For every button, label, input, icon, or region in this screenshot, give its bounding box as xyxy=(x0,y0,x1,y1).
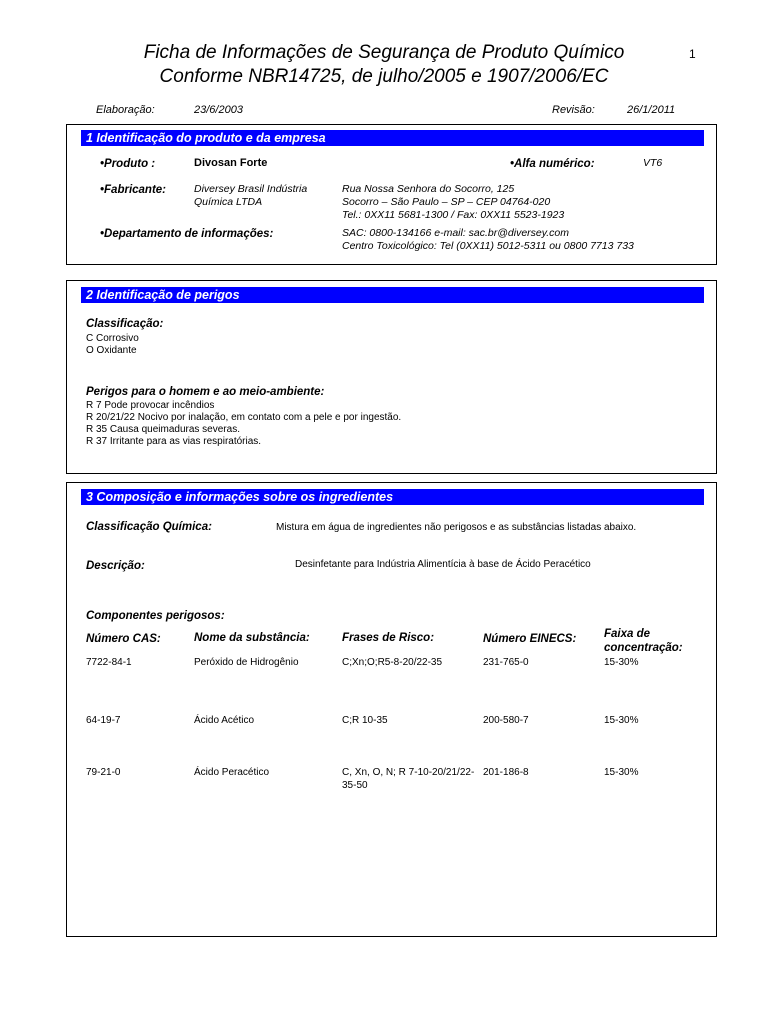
table-row-risk: C;Xn;O;R5-8-20/22-35 xyxy=(342,657,443,668)
table-row-conc: 15-30% xyxy=(604,767,639,778)
produto-value: Divosan Forte xyxy=(194,157,268,169)
section1-header: 1 Identificação do produto e da empresa xyxy=(81,130,704,146)
alfa-value: VT6 xyxy=(643,157,663,169)
table-row-cas: 7722-84-1 xyxy=(86,657,132,668)
table-row-einecs: 200-580-7 xyxy=(483,715,529,726)
section2-header: 2 Identificação de perigos xyxy=(81,287,704,303)
dept-label: •Departamento de informações: xyxy=(100,228,274,240)
fabricante-line2: Química LTDA xyxy=(194,196,263,208)
revisao-label: Revisão: xyxy=(552,104,595,116)
table-row-name: Ácido Peracético xyxy=(194,767,270,778)
classificacao-label: Classificação: xyxy=(86,318,164,330)
revisao-date: 26/1/2011 xyxy=(627,104,676,116)
table-row-cas: 64-19-7 xyxy=(86,715,121,726)
perigos-item: R 7 Pode provocar incêndios xyxy=(86,400,215,411)
descricao-value: Desinfetante para Indústria Alimentícia à base de Ácido Peracético xyxy=(295,559,591,570)
page-number: 1 xyxy=(689,47,696,61)
table-header-risk: Frases de Risco: xyxy=(342,632,435,644)
table-row-conc: 15-30% xyxy=(604,715,639,726)
document-title-line1: Ficha de Informações de Segurança de Produto Químico xyxy=(143,42,625,63)
table-row-einecs: 231-765-0 xyxy=(483,657,529,668)
address-line1: Rua Nossa Senhora do Socorro, 125 xyxy=(342,183,515,195)
perigos-item: R 37 Irritante para as vias respiratórias. xyxy=(86,436,262,447)
table-row-name: Peróxido de Hidrogênio xyxy=(194,657,299,668)
componentes-label: Componentes perigosos: xyxy=(86,610,225,622)
dept-line1: SAC: 0800-134166 e-mail: sac.br@diversey.com xyxy=(342,227,569,239)
perigos-item: R 35 Causa queimaduras severas. xyxy=(86,424,240,435)
elaboracao-date: 23/6/2003 xyxy=(194,104,243,116)
elaboracao-label: Elaboração: xyxy=(96,104,155,116)
perigos-item: R 20/21/22 Nocivo por inalação, em contato com a pele e por ingestão. xyxy=(86,412,402,423)
table-header-cas: Número CAS: xyxy=(86,633,161,645)
address-line3: Tel.: 0XX11 5681-1300 / Fax: 0XX11 5523-1923 xyxy=(342,209,565,221)
classificacao-item: O Oxidante xyxy=(86,345,137,356)
table-header-conc: Faixa de concentração: xyxy=(604,628,683,654)
produto-label: •Produto : xyxy=(100,158,156,170)
classificacao-quimica-value: Mistura em água de ingredientes não perigosos e as substâncias listadas abaixo. xyxy=(276,522,637,533)
document-title-line2: Conforme NBR14725, de julho/2005 e 1907/2006/EC xyxy=(159,66,609,87)
descricao-label: Descrição: xyxy=(86,560,145,572)
table-header-name: Nome da substância: xyxy=(194,632,310,644)
fabricante-line1: Diversey Brasil Indústria xyxy=(194,183,308,195)
table-row-name: Ácido Acético xyxy=(194,715,255,726)
table-row-risk: C;R 10-35 xyxy=(342,715,388,726)
section3-header: 3 Composição e informações sobre os ingredientes xyxy=(81,489,704,505)
dept-line2: Centro Toxicológico: Tel (0XX11) 5012-5311 ou 0800 7713 733 xyxy=(342,240,634,252)
section3-box xyxy=(66,482,717,937)
table-row-cas: 79-21-0 xyxy=(86,767,121,778)
table-row-conc: 15-30% xyxy=(604,657,639,668)
classificacao-item: C Corrosivo xyxy=(86,333,139,344)
fabricante-label: •Fabricante: xyxy=(100,184,167,196)
address-line2: Socorro – São Paulo – SP – CEP 04764-020 xyxy=(342,196,551,208)
classificacao-quimica-label: Classificação Química: xyxy=(86,521,212,533)
table-row-einecs: 201-186-8 xyxy=(483,767,529,778)
perigos-label: Perigos para o homem e ao meio-ambiente: xyxy=(86,386,325,398)
table-header-einecs: Número EINECS: xyxy=(483,633,577,645)
alfa-label: •Alfa numérico: xyxy=(510,158,595,170)
table-row-risk: C, Xn, O, N; R 7-10-20/21/22-35-50 xyxy=(342,767,475,791)
